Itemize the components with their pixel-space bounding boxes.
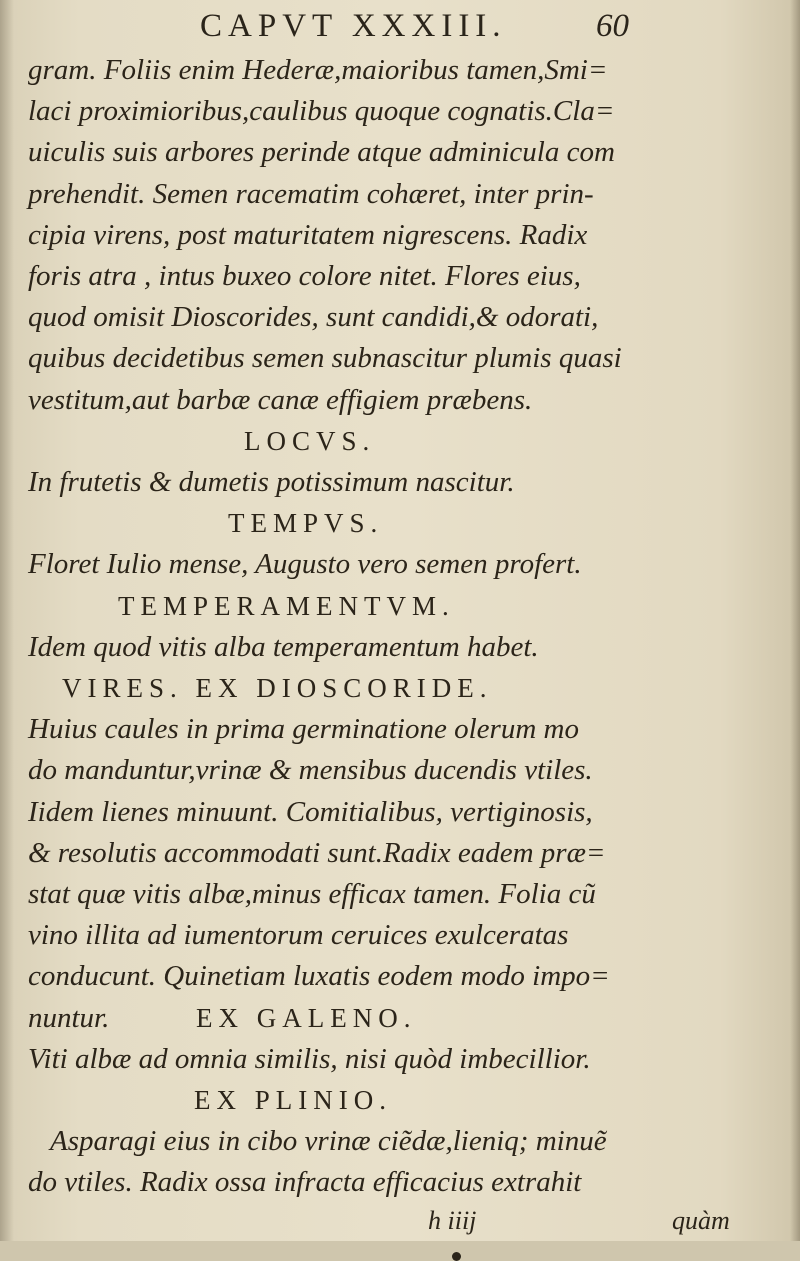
chapter-title: CAPVT XXXIII. <box>200 8 507 44</box>
text-line: quibus decidetibus semen subnascitur plumis quasi <box>28 342 622 375</box>
text-line: Viti albæ ad omnia similis, nisi quòd imbecillior. <box>28 1042 591 1075</box>
text-line: cipia virens, post maturitatem nigrescens. Radix <box>28 218 588 251</box>
section-heading-tempus: TEMPVS. <box>228 508 384 539</box>
text-line: foris atra , intus buxeo colore nitet. Flores eius, <box>28 260 581 292</box>
text-line: gram. Foliis enim Hederæ,maioribus tamen,Smi= <box>28 54 608 86</box>
catchword: quàm <box>672 1205 730 1235</box>
text-line: do vtiles. Radix ossa infracta efficacius extrahit <box>28 1166 582 1199</box>
text-line: stat quæ vitis albæ,minus efficax tamen. Folia cũ <box>28 878 596 910</box>
section-heading-locus: LOCVS. <box>244 425 376 456</box>
text-line: Iidem lienes minuunt. Comitialibus, vertiginosis, <box>28 795 593 828</box>
text-line: do manduntur,vrinæ & mensibus ducendis vtiles. <box>28 754 593 787</box>
ink-dot <box>452 1252 461 1261</box>
section-heading-vires: VIRES. EX DIOSCORIDE. <box>62 673 493 703</box>
text-line: & resolutis accommodati sunt.Radix eadem præ= <box>28 836 606 869</box>
text-line: Asparagi eius in cibo vrinæ ciẽdæ,lieniq; minuẽ <box>50 1125 607 1158</box>
signature-mark: h iiij <box>428 1205 477 1235</box>
section-heading-galeno: EX GALENO. <box>196 1002 417 1033</box>
page-number: 60 <box>596 8 629 44</box>
text-line: vestitum,aut barbæ canæ effigiem præbens. <box>28 383 533 416</box>
text-line: nuntur. EX GALENO. <box>0 998 800 1038</box>
text-line: vino illita ad iumentorum ceruices exulceratas <box>28 919 569 952</box>
text-line: conducunt. Quinetiam luxatis eodem modo impo= <box>28 960 610 993</box>
text-line: laci proximioribus,caulibus quoque cognatis.Cla= <box>28 95 615 128</box>
text-line: quod omisit Dioscorides, sunt candidi,& odorati, <box>28 301 599 334</box>
text-line: Idem quod vitis alba temperamentum habet. <box>28 630 539 663</box>
text-line: uiculis suis arbores perinde atque adminicula com <box>28 136 615 169</box>
text-line: prehendit. Semen racematim cohæret, inter prin- <box>28 177 594 210</box>
running-head <box>0 8 800 48</box>
section-heading-temperamentum: TEMPERAMENTVM. <box>118 590 455 621</box>
signature-line <box>0 1206 800 1246</box>
text-line: Huius caules in prima germinatione olerum mo <box>28 713 579 746</box>
section-heading-plinio: EX PLINIO. <box>194 1085 392 1115</box>
text-line: Floret Iulio mense, Augusto vero semen profert. <box>28 548 582 581</box>
text-line: In frutetis & dumetis potissimum nascitur. <box>28 466 515 498</box>
